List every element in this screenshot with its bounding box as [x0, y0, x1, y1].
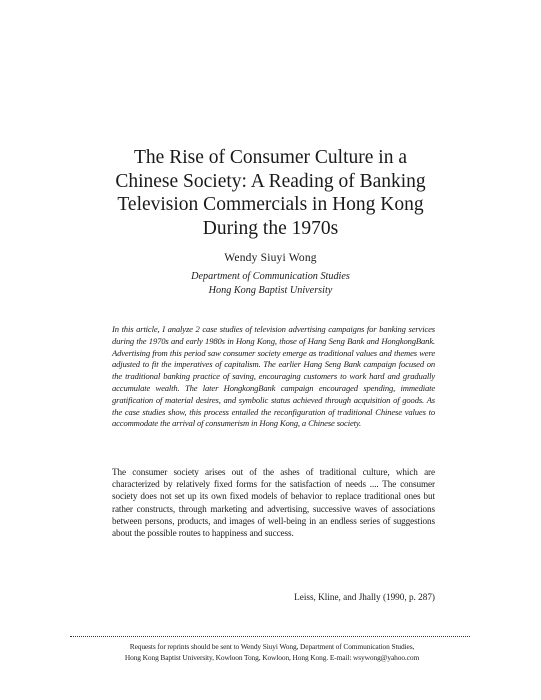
- title-line: Television Commercials in Hong Kong: [117, 194, 424, 215]
- author-affiliation: [60, 270, 481, 297]
- footnote-line: Hong Kong Baptist University, Kowloon Tong, Kowloon, Hong Kong. E-mail: wsywong@yahoo.com: [124, 652, 420, 662]
- footnote-line: Requests for reprints should be sent to Wendy Siuyi Wong, Department of Communication Studies,: [129, 642, 415, 651]
- abstract: In this article, I analyze 2 case studies of television advertising campaigns for banking services during the 1970s and early 1980s in Hong Kong, those of Hang Seng Bank and HongkongBank. Advertising from this period saw consumer society emerge as traditional values and themes were adjusted to fit the imperatives of capitalism. The earlier Hang Seng Bank campaign focused on the traditional banking practice of saving, encouraging customers to work hard and gradually accumulate wealth. The later HongkongBank campaign encouraged spending, immediate gratification of material desires, and symbolic status achieved through acquisition of goods. As the case studies show, this process entailed the reconfiguration of traditional Chinese values to accommodate the arrival of consumerism in Hong Kong, a Chinese society.: [112, 324, 435, 429]
- epigraph-quote: The consumer society arises out of the ashes of traditional culture, which are characterized by relatively fixed forms for the satisfaction of needs .... The consumer society does not set up its own fixed models of behavior to replace traditional ones but rather constructs, through marketing and advertising, successive waves of associations between persons, products, and images of well-being in an endless series of suggestions about the possible routes to happiness and success.: [112, 467, 435, 539]
- affiliation-department: Department of Communication Studies: [191, 271, 350, 282]
- article-title: [60, 146, 481, 240]
- author-name: Wendy Siuyi Wong: [224, 252, 317, 264]
- correspondence-footnote: [84, 642, 460, 663]
- title-line: The Rise of Consumer Culture in a: [134, 147, 407, 168]
- epigraph-citation: Leiss, Kline, and Jhally (1990, p. 287): [294, 592, 435, 602]
- footnote-divider: [70, 636, 470, 637]
- affiliation-university: Hong Kong Baptist University: [208, 284, 333, 296]
- title-line: During the 1970s: [202, 217, 339, 239]
- title-line: Chinese Society: A Reading of Banking: [115, 170, 426, 192]
